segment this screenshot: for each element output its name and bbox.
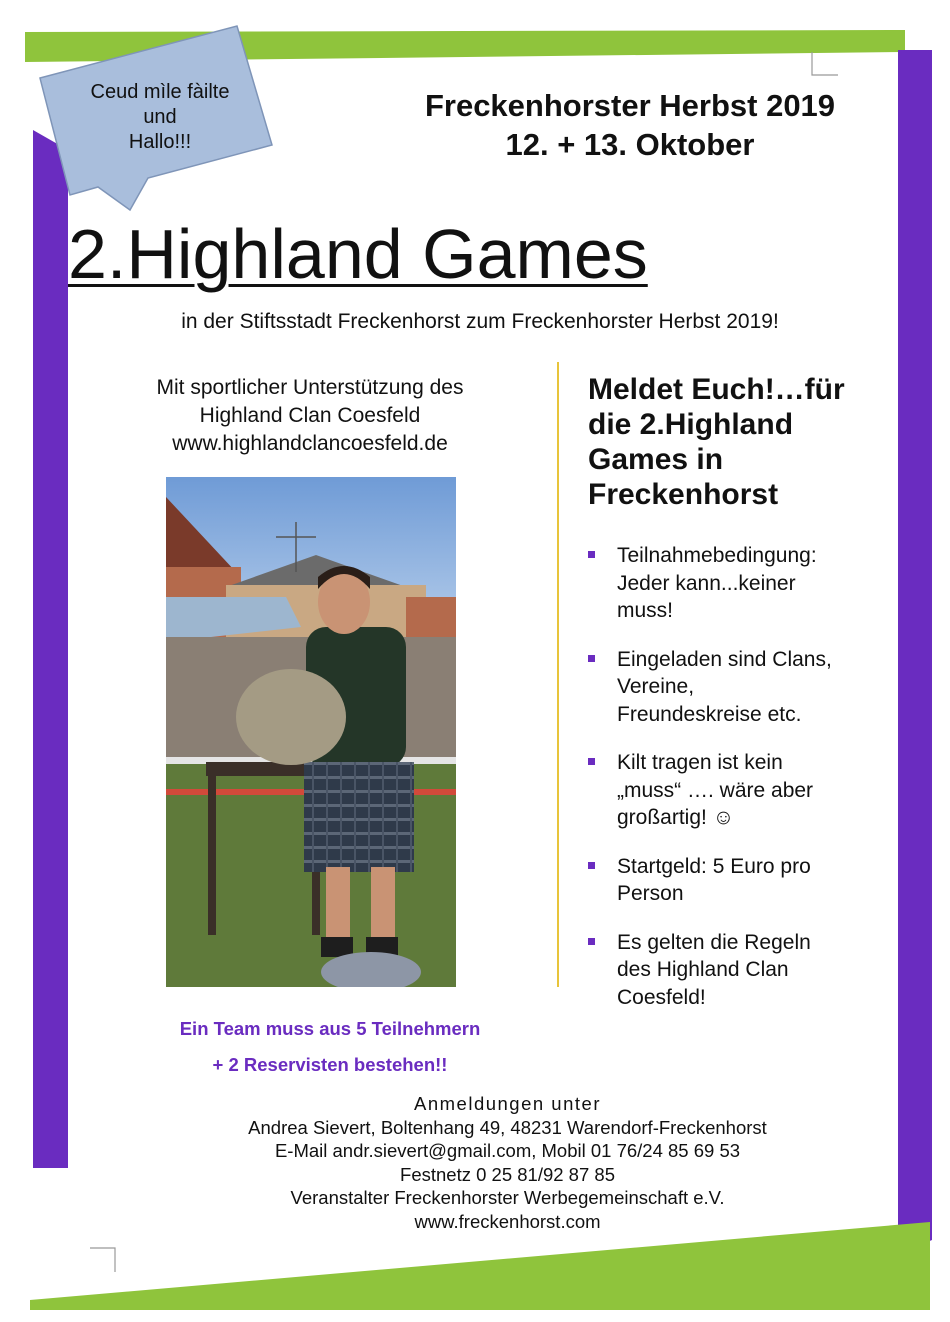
event-dates: 12. + 13. Oktober	[505, 127, 755, 162]
list-item	[588, 646, 888, 729]
support-text	[110, 374, 510, 458]
list-item-line: großartig! ☺	[617, 806, 735, 829]
bubble-line-1: Ceud mìle fàilte	[90, 81, 230, 103]
bubble-line-3: Hallo!!!	[128, 131, 192, 153]
athlete-leg-right	[371, 867, 395, 947]
list-item	[588, 853, 888, 908]
list-item	[588, 542, 888, 625]
speech-bubble-text	[70, 80, 250, 155]
list-item-line: Startgeld: 5 Euro pro	[617, 854, 811, 878]
bubble-line-2: und	[143, 106, 177, 128]
square-bullet-icon	[588, 862, 595, 869]
athlete-photo-illustration	[166, 477, 456, 987]
contact-address: Andrea Sievert, Boltenhang 49, 48231 Warendorf-Freckenhorst	[248, 1116, 767, 1138]
list-item-line: Kilt tragen ist kein	[617, 751, 783, 774]
corner-mark-top-right	[812, 52, 838, 75]
list-item-line: muss!	[617, 599, 674, 622]
team-requirement-line-2: + 2 Reservisten bestehen!!	[212, 1054, 448, 1075]
left-purple-stripe	[33, 130, 68, 1168]
list-item-line: des Highland Clan	[617, 958, 789, 981]
page-title: 2.Highland Games	[68, 215, 648, 293]
registration-heading	[588, 372, 888, 512]
list-item-line: Person	[617, 882, 684, 905]
heading-line-2: die 2.Highland	[588, 408, 794, 441]
list-item-line: Coesfeld!	[617, 985, 706, 1009]
contact-block	[120, 1092, 895, 1233]
list-item-line: Es gelten die Regeln	[617, 930, 811, 954]
athlete-photo	[166, 477, 456, 987]
list-item	[588, 749, 888, 832]
list-item-line: „muss“ …. wäre aber	[617, 778, 814, 802]
list-item-line: Freundeskreise etc.	[617, 702, 802, 726]
event-name: Freckenhorster Herbst 2019	[424, 88, 836, 123]
stone	[236, 669, 346, 765]
heading-line-3: Games in	[588, 443, 724, 476]
support-line-1: Mit sportlicher Unterstützung des	[156, 376, 464, 399]
contact-heading: Anmeldungen unter	[414, 1093, 601, 1114]
rules-list	[588, 542, 888, 1032]
table-leg-left	[208, 775, 216, 935]
contact-website-link[interactable]: www.freckenhorst.com	[414, 1210, 601, 1232]
team-requirement-line-1: Ein Team muss aus 5 Teilnehmern	[179, 1018, 481, 1039]
heading-line-1: Meldet Euch!…für	[588, 373, 845, 406]
square-bullet-icon	[588, 758, 595, 765]
corner-mark-bottom-left	[90, 1248, 115, 1272]
list-item-line: Teilnahmebedingung:	[617, 544, 817, 567]
list-item-line: Jeder kann...keiner	[617, 571, 796, 595]
athlete-kilt	[304, 762, 414, 872]
list-item-line: Vereine,	[617, 675, 695, 698]
contact-phone: Festnetz 0 25 81/92 87 85	[400, 1163, 615, 1185]
square-bullet-icon	[588, 938, 595, 945]
bottom-green-band	[30, 1222, 930, 1310]
support-line-2: Highland Clan Coesfeld	[199, 404, 421, 427]
athlete-leg-left	[326, 867, 350, 947]
column-divider	[557, 362, 559, 987]
heading-line-4: Freckenhorst	[588, 478, 779, 511]
right-purple-stripe	[898, 50, 932, 1255]
contact-email-mobile[interactable]: E-Mail andr.sievert@gmail.com, Mobil 01 76/24 85 69 53	[274, 1140, 741, 1161]
square-bullet-icon	[588, 655, 595, 662]
list-item-line: Eingeladen sind Clans,	[617, 647, 832, 671]
subtitle: in der Stiftsstadt Freckenhorst zum Freckenhorster Herbst 2019!	[181, 310, 779, 333]
support-link[interactable]: www.highlandclancoesfeld.de	[172, 432, 448, 455]
contact-organizer: Veranstalter Freckenhorster Werbegemeinschaft e.V.	[290, 1187, 725, 1208]
list-item	[588, 929, 888, 1012]
athlete-boot-left	[321, 937, 353, 957]
square-bullet-icon	[588, 551, 595, 558]
